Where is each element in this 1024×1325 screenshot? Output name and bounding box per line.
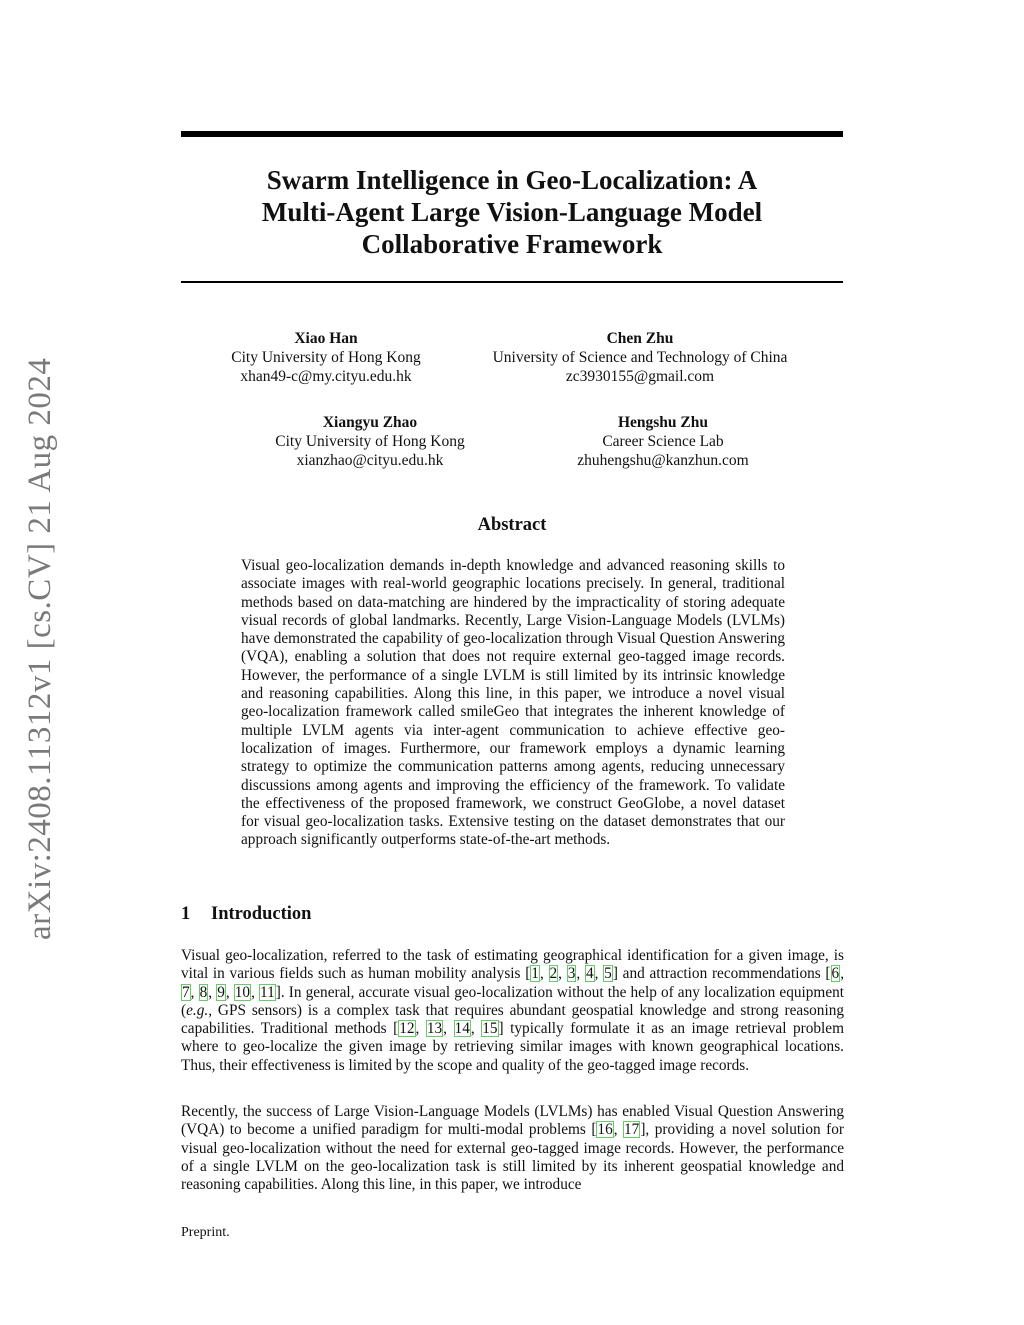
citation-link[interactable]: 11 [260, 983, 275, 1001]
citation-link[interactable]: 12 [399, 1020, 415, 1038]
author-affiliation: City University of Hong Kong [231, 349, 421, 366]
author-affiliation: University of Science and Technology of China [492, 349, 788, 366]
title-line: Multi-Agent Large Vision-Language Model [261, 197, 763, 227]
author-affiliation: Career Science Lab [602, 433, 724, 450]
citation-link[interactable]: 15 [482, 1020, 498, 1038]
section-title: Introduction [211, 904, 312, 924]
citation-link[interactable]: 8 [199, 983, 208, 1001]
citation-link[interactable]: 1 [531, 965, 539, 983]
citation-link[interactable]: 4 [585, 965, 594, 983]
intro-paragraph: Visual geo-localization, referred to the task of estimating geographical identification for a given image, is vital in various fields such as human mobility analysis [1, 2, 3, 4, 5] and attraction recommendations [6, 7, 8, 9, 10, 11]. In general, accurate visual geo-localization without the help of any localization equipment (e.g., GPS sensors) is a complex task that requires abundant geospatial knowledge and strong reasoning capabilities. Traditional methods [12, 13, 14, 15] typically formulate it as an image retrieval problem where to geo-localize the given image by retrieving similar images with known geographical locations. Thus, their effectiveness is limited by the scope and quality of the geo-tagged image records. [181, 947, 845, 1074]
abstract-text: Visual geo-localization demands in-depth knowledge and advanced reasoning skills to associate images with real-world geographic locations precisely. In general, traditional methods based on data-matching are hindered by the impracticality of storing adequate visual records of global landmarks. Recently, Large Vision-Language Models (LVLMs) have demonstrated the capability of geo-localization through Visual Question Answering (VQA), enabling a solution that does not require external geo-tagged image records. However, the performance of a single LVLM is still limited by its intrinsic knowledge and reasoning capabilities. Along this line, in this paper, we introduce a novel visual geo-localization framework called smileGeo that integrates the inherent knowledge of multiple LVLM agents via inter-agent communication to achieve effective geo-localization of images. Furthermore, our framework employs a dynamic learning strategy to optimize the communication patterns among agents, reducing unnecessary discussions among agents and improving the efficiency of the framework. To validate the effectiveness of the proposed framework, we construct GeoGlobe, a novel dataset for visual geo-localization tasks. Extensive testing on the dataset demonstrates that our approach significantly outperforms state-of-the-art methods. [241, 557, 785, 849]
citation-link[interactable]: 13 [426, 1020, 443, 1038]
arxiv-stamp: arXiv:2408.11312v1 [cs.CV] 21 Aug 2024 [22, 357, 58, 940]
paragraph-text: Recently, the success of Large Vision-Language Models (LVLMs) has enabled Visual Question Answering (VQA) to become a unified paradigm for multi-modal problems [ [181, 1103, 844, 1139]
citation-link[interactable]: 16 [597, 1121, 613, 1139]
author-name: Xiangyu Zhao [322, 414, 418, 431]
paper-title [181, 164, 843, 260]
abstract-heading: Abstract [477, 515, 547, 535]
citation-link[interactable]: 7 [182, 983, 190, 1001]
author-block [255, 413, 485, 470]
author-name: Chen Zhu [606, 330, 674, 347]
citation-link[interactable]: 17 [624, 1121, 640, 1139]
paragraph-text: ] typically formulate it as an image retrieval problem where to geo-localize the given image by retrieving similar images with known geographical locations. Thus, their effectiveness is limited by the scope and quality of the geo-tagged image records. [181, 1020, 844, 1074]
citation-link[interactable]: 14 [454, 1020, 470, 1038]
citation-link[interactable]: 2 [549, 965, 558, 983]
title-line: Swarm Intelligence in Geo-Localization: A [266, 165, 758, 195]
author-email[interactable]: zc3930155@gmail.com [565, 368, 715, 385]
title-top-rule [181, 131, 843, 137]
paragraph-text: Visual geo-localization, referred to the task of estimating geographical identification for a given image, is vital in various fields such as human mobility analysis [ [181, 947, 844, 983]
author-email[interactable]: xhan49-c@my.cityu.edu.hk [240, 368, 412, 385]
citation-link[interactable]: 9 [217, 983, 225, 1001]
author-affiliation: City University of Hong Kong [275, 433, 465, 450]
emphasis-text: e.g., [186, 1001, 213, 1019]
citation-link[interactable]: 10 [234, 983, 251, 1001]
citation-link[interactable]: 6 [831, 965, 840, 983]
paragraph-text: ]. In general, accurate visual geo-localization without the help of any localization equipment ( [181, 983, 845, 1019]
author-email[interactable]: xianzhao@cityu.edu.hk [296, 452, 444, 469]
author-block [548, 413, 778, 470]
section-heading [181, 904, 311, 925]
paragraph-text: GPS sensors) is a complex task that requires abundant geospatial knowledge and strong reasoning capabilities. Traditional methods [ [181, 1001, 844, 1038]
footer-note: Preprint. [181, 1225, 230, 1240]
intro-paragraph: Recently, the success of Large Vision-Language Models (LVLMs) has enabled Visual Question Answering (VQA) to become a unified paradigm for multi-modal problems [16, 17], providing a novel solution for visual geo-localization without the need for external geo-tagged image records. However, the performance of a single LVLM on the geo-localization task is still limited by its inherent geospatial knowledge and reasoning capabilities. Along this line, in this paper, we introduce [181, 1103, 844, 1194]
paragraph-text: ], providing a novel solution for visual geo-localization without the need for external geo-tagged image records. However, the performance of a single LVLM on the geo-localization task is still limited by its inherent geospatial knowledge and reasoning capabilities. Along this line, in this paper, we introduce [181, 1121, 844, 1194]
paragraph-text: ] and attraction recommendations [ [612, 965, 831, 983]
author-name: Xiao Han [294, 330, 358, 347]
citation-link[interactable]: 3 [567, 965, 576, 983]
author-email[interactable]: zhuhengshu@kanzhun.com [577, 452, 749, 469]
author-name: Hengshu Zhu [617, 414, 709, 431]
author-block [470, 329, 810, 386]
title-bottom-rule [181, 281, 843, 283]
author-block [211, 329, 441, 386]
citation-link[interactable]: 5 [604, 965, 612, 983]
section-number: 1 [181, 904, 191, 924]
title-line: Collaborative Framework [361, 229, 663, 259]
